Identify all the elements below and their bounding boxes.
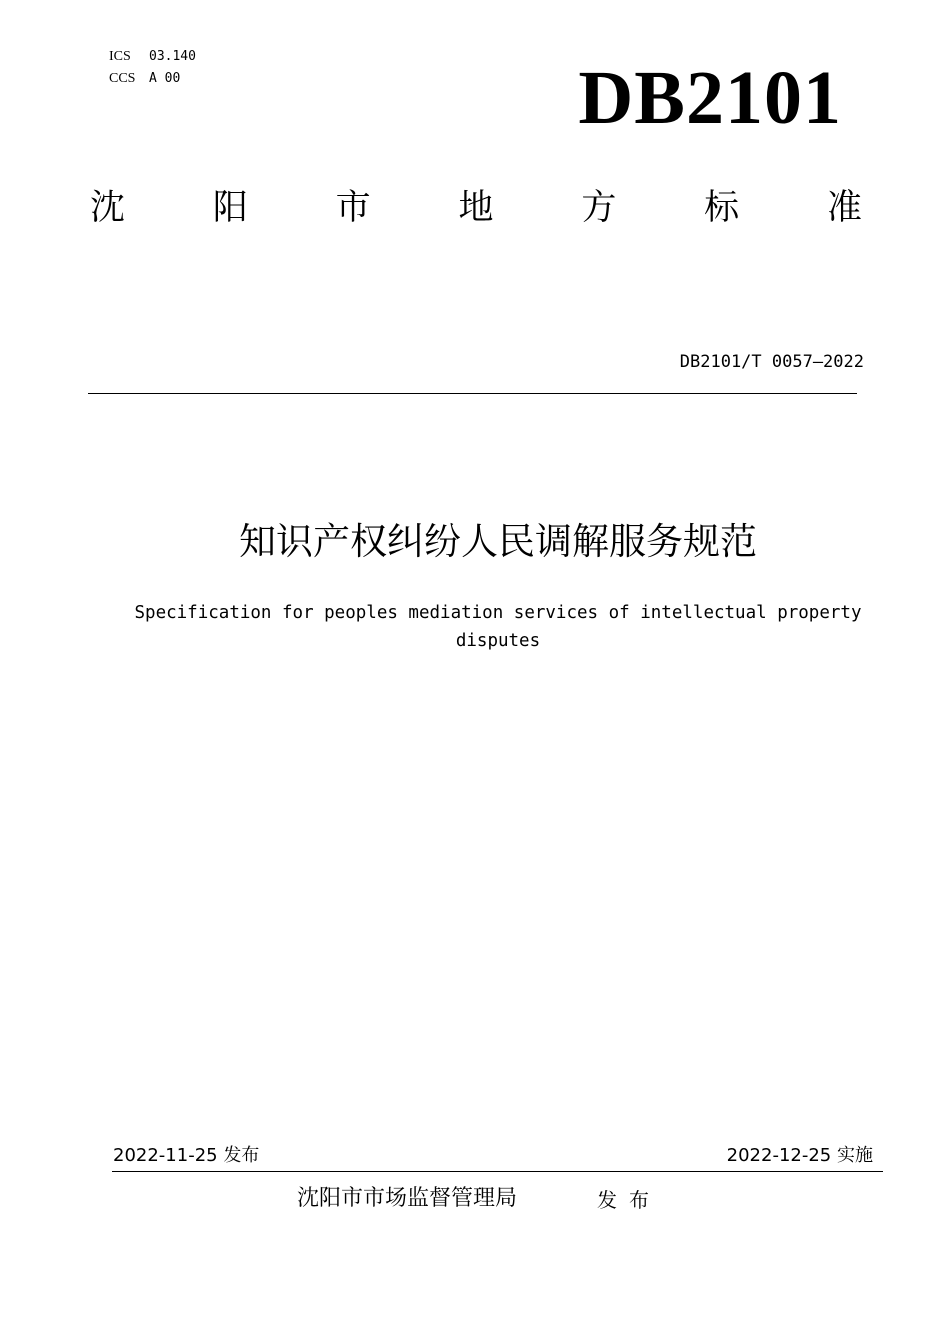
standard-type-char: 标 bbox=[704, 188, 740, 228]
standard-type-char: 方 bbox=[581, 188, 617, 228]
ccs-label: CCS bbox=[109, 71, 136, 86]
document-number: DB2101/T 0057—2022 bbox=[679, 352, 864, 372]
issuing-authority: 沈阳市市场监督管理局 bbox=[297, 1186, 518, 1211]
standard-type-char: 阳 bbox=[212, 188, 248, 228]
standard-logo: DB2101 bbox=[578, 56, 842, 140]
issuing-authority-suffix: 发布 bbox=[597, 1188, 661, 1212]
ics-row bbox=[109, 46, 196, 68]
standard-type-char: 市 bbox=[335, 188, 371, 228]
standard-type-char: 地 bbox=[458, 188, 494, 228]
ics-value: 03.140 bbox=[149, 49, 196, 64]
standard-type-char: 沈 bbox=[90, 188, 126, 228]
ics-label: ICS bbox=[109, 49, 131, 64]
effective-date: 2022-12-25 实施 bbox=[726, 1145, 873, 1166]
publish-date: 2022-11-25 发布 bbox=[113, 1145, 260, 1166]
standard-type-heading bbox=[90, 183, 862, 233]
ccs-row bbox=[109, 68, 196, 90]
document-title-english: Specification for peoples mediation services of intellectual property disputes bbox=[134, 603, 862, 651]
ccs-value: A 00 bbox=[149, 71, 181, 86]
standard-type-char: 准 bbox=[826, 188, 862, 228]
header-divider bbox=[88, 393, 857, 394]
classification-codes bbox=[109, 46, 196, 90]
document-title-chinese: 知识产权纠纷人民调解服务规范 bbox=[239, 520, 757, 563]
footer-divider bbox=[112, 1171, 883, 1172]
